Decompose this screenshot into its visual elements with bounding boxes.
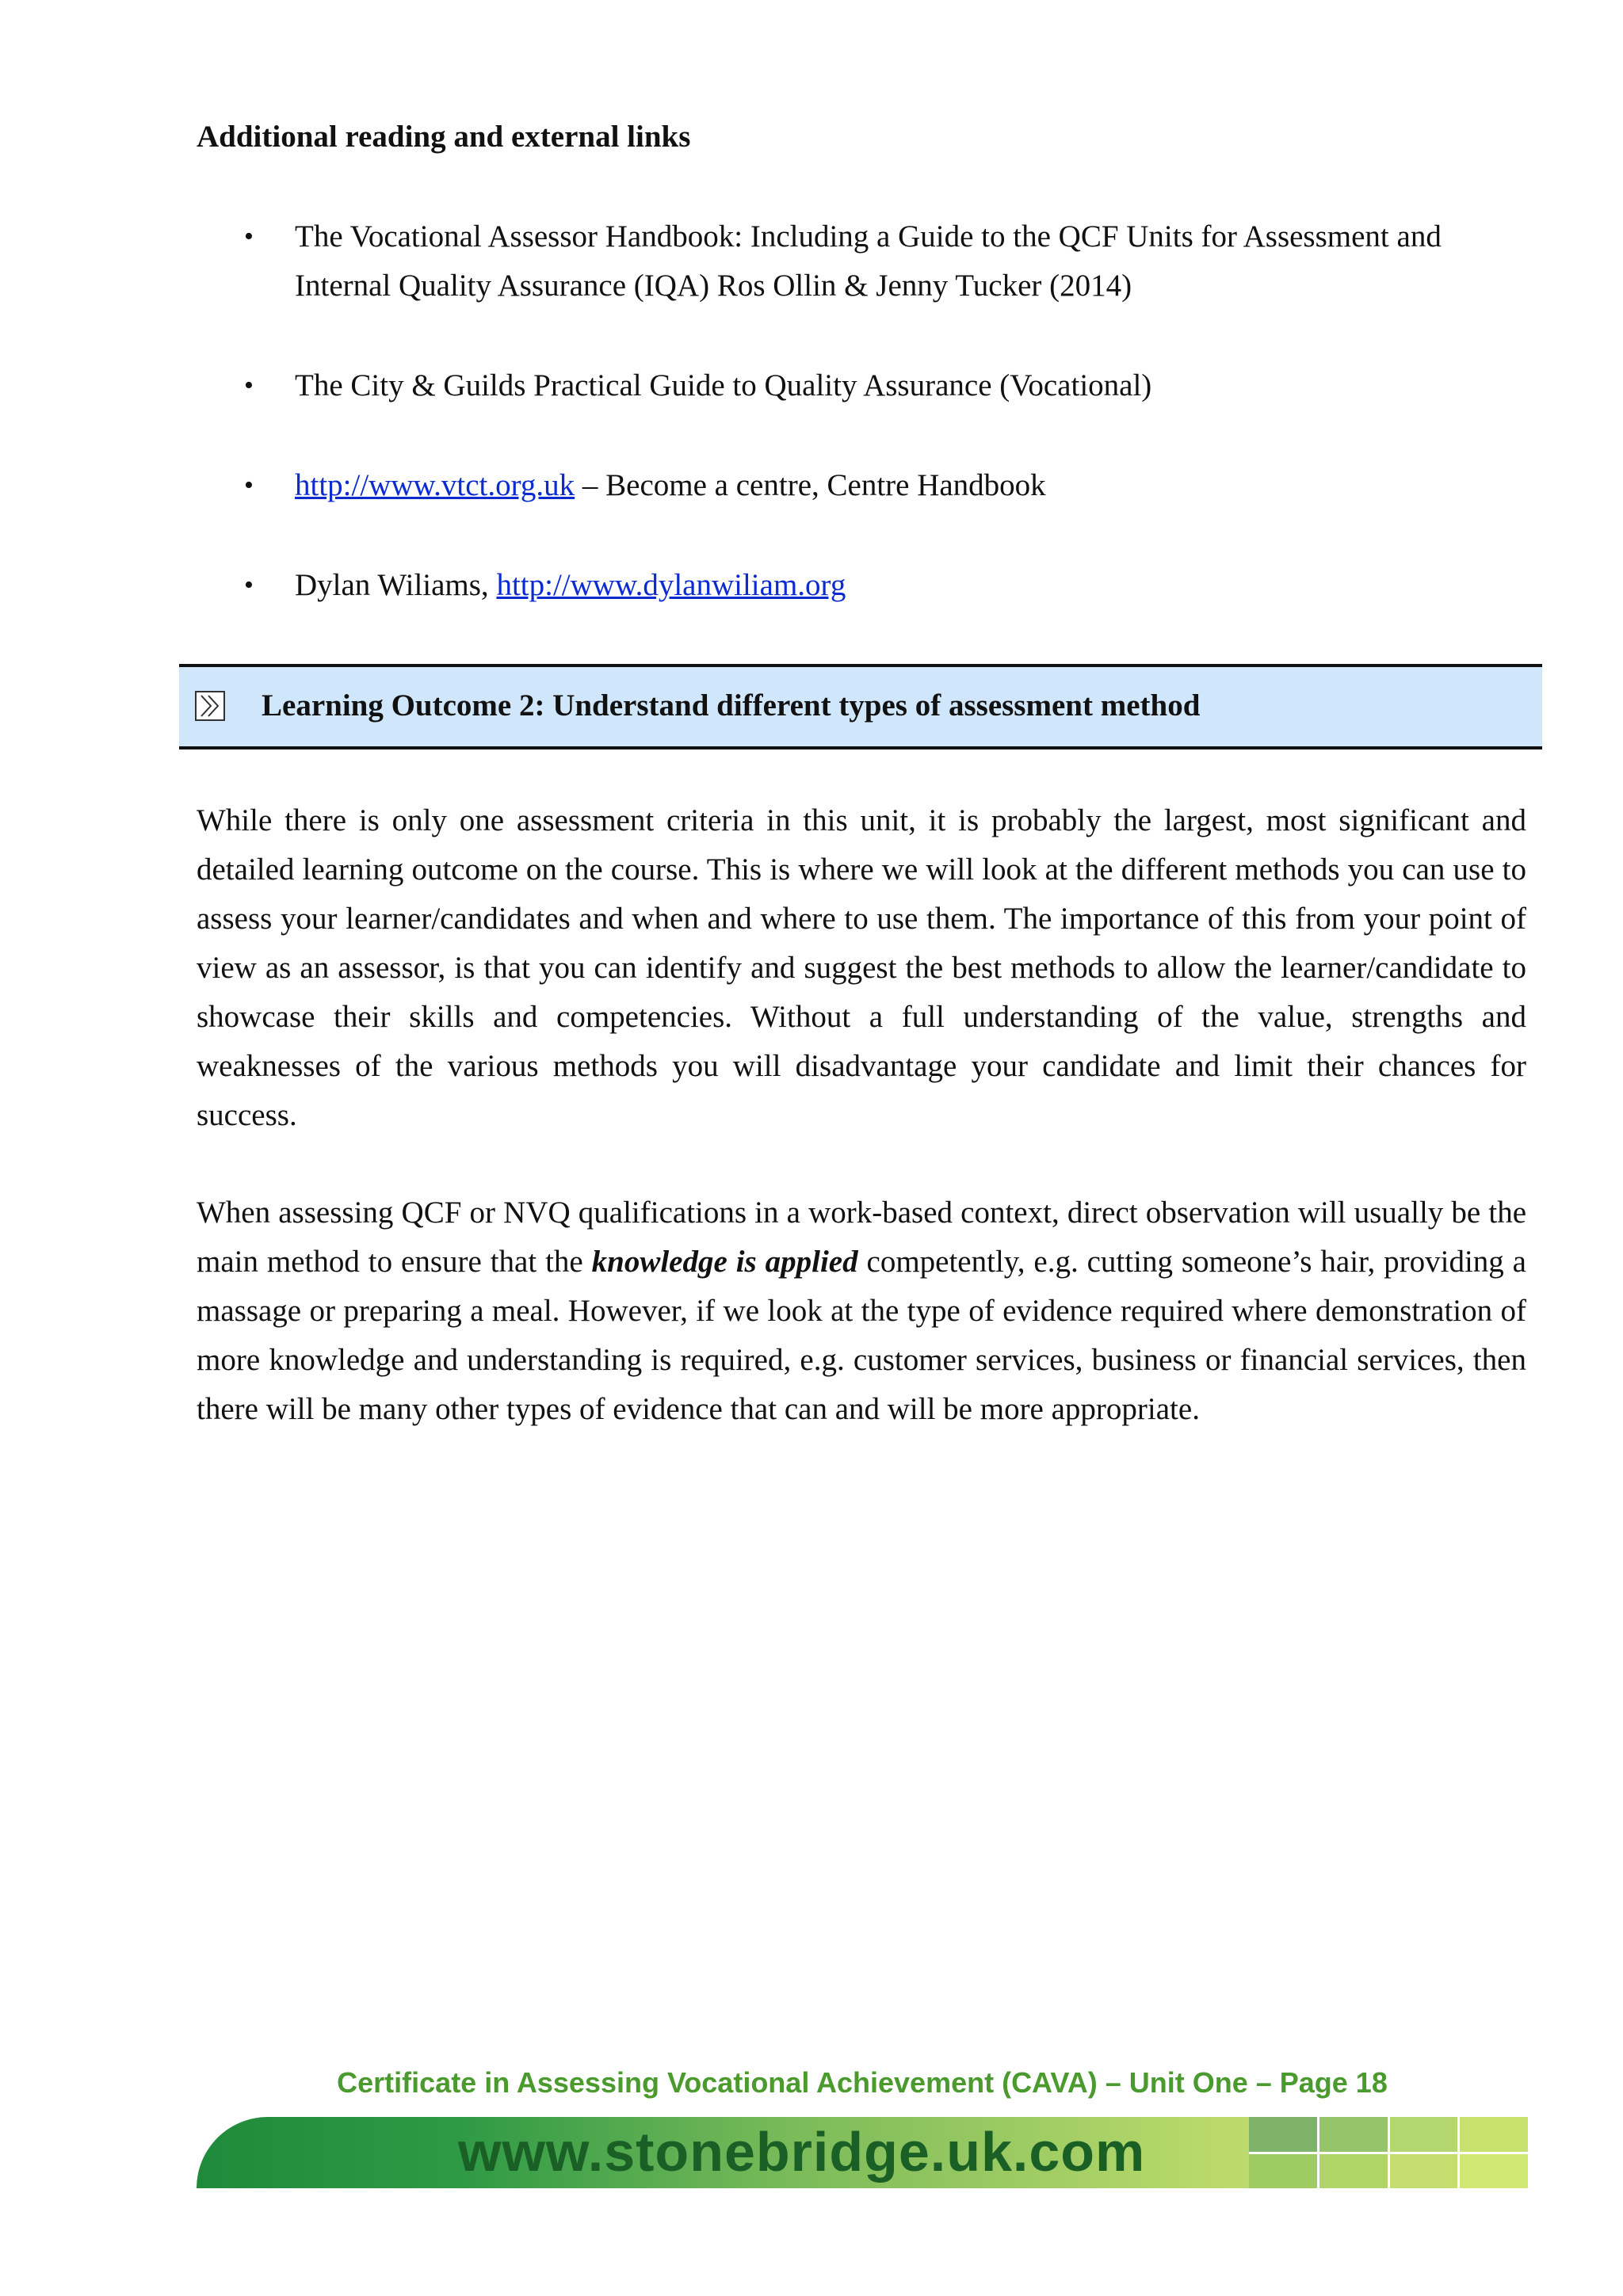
paragraph-text: When assessing QCF or NVQ qualifications in a work-based context, direct observation will usually be the main method to ensure that the	[197, 1196, 1526, 1279]
tile	[1319, 2117, 1388, 2152]
bullet-icon: •	[244, 471, 254, 500]
list-item-text: The Vocational Assessor Handbook: Including a Guide to the QCF Units for Assessment and Internal Quality Assurance (IQA) Ros Ollin & Jenny Tucker (2014)	[295, 219, 1442, 303]
list-item	[197, 561, 1528, 610]
list-item	[197, 361, 1528, 410]
body-paragraph	[197, 1188, 1526, 1434]
bullet-icon: •	[244, 570, 254, 600]
learning-outcome-title: Learning Outcome 2: Understand different types of assessment method	[262, 688, 1201, 723]
tile	[1460, 2117, 1528, 2152]
list-item	[197, 212, 1528, 311]
footer-banner	[197, 2117, 1528, 2188]
dylanwiliam-link[interactable]: http://www.dylanwiliam.org	[496, 568, 846, 602]
footer-title: Certificate in Assessing Vocational Achievement (CAVA) – Unit One – Page 18	[337, 2066, 1388, 2099]
reading-list	[197, 212, 1528, 610]
decorative-tiles	[1249, 2117, 1528, 2188]
bullet-icon: •	[244, 371, 254, 400]
footer-url: www.stonebridge.uk.com	[458, 2121, 1146, 2183]
list-item-text: The City & Guilds Practical Guide to Quality Assurance (Vocational)	[295, 368, 1152, 402]
tile	[1390, 2154, 1458, 2189]
emphasis-text: knowledge is applied	[591, 1245, 858, 1279]
vtct-link[interactable]: http://www.vtct.org.uk	[295, 468, 575, 502]
body-paragraph: While there is only one assessment criteria in this unit, it is probably the largest, most significant and detailed learning outcome on the course. This is where we will look at the different methods you can use to assess your learner/candidates and when and where to use them. The importance of this from your point of view as an assessor, is that you can identify and suggest the best methods to allow the learner/candidate to showcase their skills and competencies. Without a full understanding of the value, strengths and weaknesses of the various methods you will disadvantage your candidate and limit their chances for success.	[197, 803, 1526, 1132]
section-heading: Additional reading and external links	[197, 120, 691, 154]
list-item-text: – Become a centre, Centre Handbook	[575, 468, 1046, 502]
tile	[1249, 2154, 1317, 2189]
bullet-icon: •	[244, 222, 254, 251]
chevron-right-icon	[195, 691, 225, 721]
tile	[1460, 2154, 1528, 2189]
paragraph-text: competently, e.g. cutting someone’s hair, providing a massage or preparing a meal. However, if we look at the type of evidence required where demonstration of more knowledge and understanding is required, e.g. customer services, business or financial services, then there will be many other types of evidence that can and will be more appropriate.	[197, 1245, 1526, 1426]
tile	[1390, 2117, 1458, 2152]
list-item	[197, 461, 1528, 510]
tile	[1249, 2117, 1317, 2152]
list-item-text: Dylan Wiliams,	[295, 568, 497, 602]
learning-outcome-banner	[179, 664, 1542, 749]
tile	[1319, 2154, 1388, 2189]
